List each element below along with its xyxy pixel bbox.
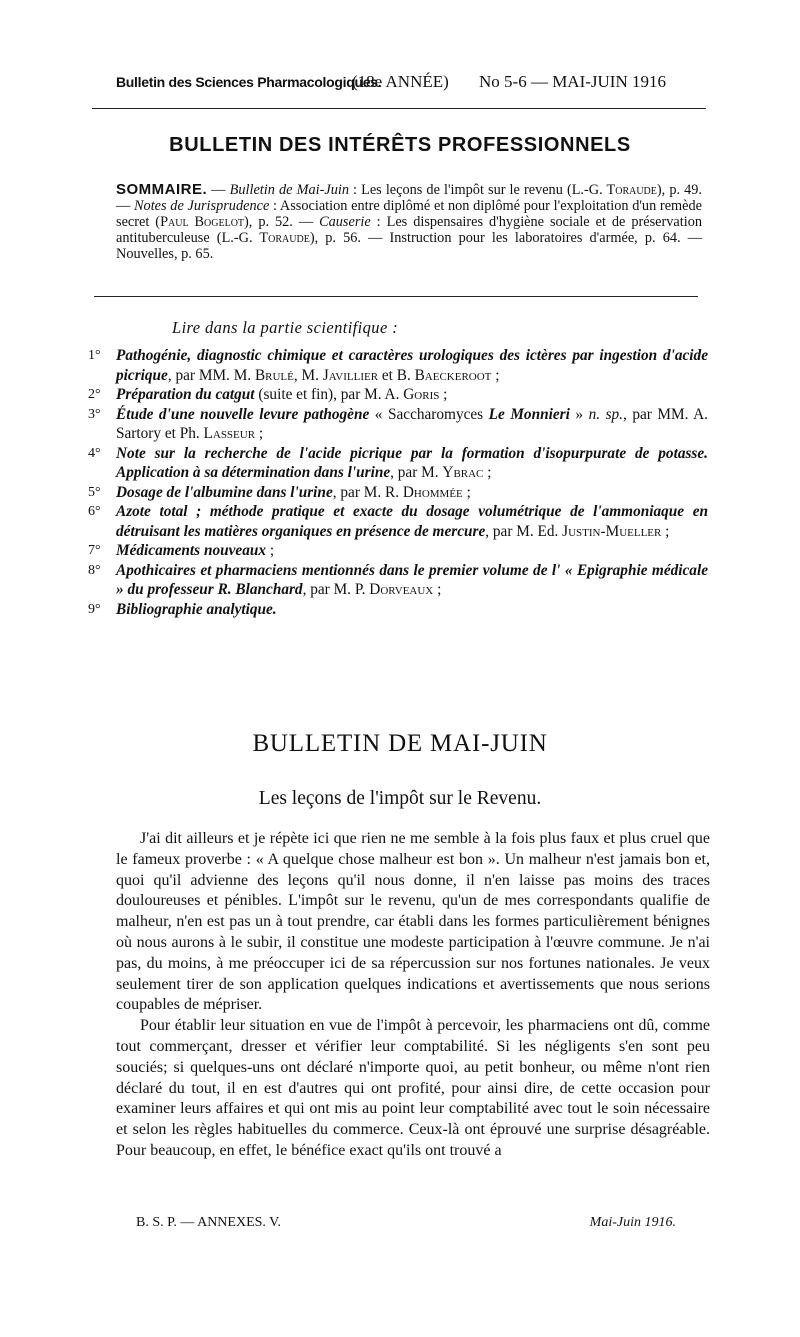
item-text: » xyxy=(569,405,589,423)
list-item xyxy=(88,444,708,483)
item-text: , par MM. M. xyxy=(167,366,255,384)
year-label: (18e ANNÉE) xyxy=(352,72,449,91)
item-text: , par M. xyxy=(390,464,443,481)
item-author: Javillier xyxy=(322,366,379,384)
item-text: ; xyxy=(255,425,264,442)
sommaire-text: : Les dispensaires d'hygiène sociale et de préservation antituberculeuse ( xyxy=(116,214,702,246)
item-author: Ybrac xyxy=(442,464,484,481)
list-item xyxy=(88,600,708,620)
item-text: , M. xyxy=(293,366,323,384)
list-item xyxy=(88,502,708,541)
paragraph: J'ai dit ailleurs et je répète ici que rien ne me semble à la fois plus faux et plus cruel que le fameux proverbe : « A quelque chose malheur est bon ». Un malheur n'est jamais bon et, quoi qu'il advienne des leçons qu'il nous donne, il n'en laisse pas moins des traces douloureuses et pénibles. L'impôt sur le revenu, qu'un de mes correspondants qualifie de malheur, n'en est pas un à tout prendre, car établi dans les formes particulièrement bénignes où nous aurons à le subir, il constitue une modeste participation à l'œuvre commune. Je n'ai pas, du moins, à me préoccuper ici de sa répercussion sur nos fortunes nationales. Je veux seulement tirer de son application quelques indications et avertissements que nous serions coupables de mépriser. xyxy=(116,830,710,1014)
item-author: Brulé xyxy=(254,366,294,384)
scientific-heading: Lire dans la partie scientifique : xyxy=(172,318,399,337)
list-item xyxy=(88,346,708,385)
bulletin-title: BULLETIN DES INTÉRÊTS PROFESSIONNELS xyxy=(169,134,631,156)
item-text: , par MM. A. Sartory et Ph. xyxy=(116,405,709,442)
item-title: Azote total ; méthode pratique et exacte du dosage volumétrique de l'ammoniaque en détruisant les matières organiques en présence de mercure xyxy=(116,503,708,540)
item-title: Pathogénie, diagnostic chimique et caractères urologiques des ictères par ingestion d'acide picrique xyxy=(116,347,708,384)
item-text: ; xyxy=(491,366,500,384)
item-author: Baeckeroot xyxy=(414,366,492,384)
item-number: 6° xyxy=(88,504,101,519)
item-title: Bibliographie analytique. xyxy=(116,600,277,618)
item-author: Dhommée xyxy=(402,483,463,501)
list-item xyxy=(88,405,708,444)
article-title: Les leçons de l'impôt sur le Revenu. xyxy=(258,788,542,809)
item-title: Note sur la recherche de l'acide picrique par la formation d'isopurpurate de potasse. Application à sa détermination dans l'urine xyxy=(116,444,708,481)
sommaire-author: Paul Bogelot xyxy=(160,214,245,230)
section-title: BULLETIN DE MAI-JUIN xyxy=(252,730,548,757)
sommaire-entry-title: Bulletin de Mai-Juin xyxy=(229,182,349,198)
item-title: Dosage de l'albumine dans l'urine xyxy=(116,483,333,501)
sommaire-text: ), p. 49. — xyxy=(116,182,702,214)
header-rule xyxy=(92,108,706,109)
list-item xyxy=(88,561,708,600)
sommaire-text: — xyxy=(207,182,230,198)
item-text: , par M. Ed. xyxy=(485,522,563,540)
item-text: et B. xyxy=(378,366,415,384)
sommaire-entry-title: Notes de Jurisprudence xyxy=(134,198,270,214)
item-title: Médicaments nouveaux xyxy=(116,542,266,559)
sommaire-author: L.-G. Toraude xyxy=(571,182,657,198)
item-author: Dorveaux xyxy=(369,581,434,598)
item-text: ; xyxy=(462,483,471,501)
item-text: ; xyxy=(661,522,670,540)
sommaire-block xyxy=(116,182,702,262)
item-author: Goris xyxy=(403,386,440,403)
item-text: (suite et fin), par M. A. xyxy=(254,386,404,403)
sommaire-rule xyxy=(94,296,698,297)
article-body xyxy=(116,829,710,1162)
sommaire-author: L.-G. Toraude xyxy=(221,230,310,246)
item-number: 9° xyxy=(88,601,101,617)
item-number: 2° xyxy=(88,387,101,402)
item-title: Étude d'une nouvelle levure pathogène xyxy=(116,405,370,423)
item-text: « Saccharomyces xyxy=(369,405,489,423)
list-item xyxy=(88,385,708,405)
item-species: Le Monnieri xyxy=(488,405,570,423)
sommaire-text: ), p. 52. — xyxy=(244,214,320,230)
item-text: ; xyxy=(266,542,275,559)
running-header xyxy=(116,72,686,96)
scientific-list xyxy=(88,346,708,619)
item-author: Lasseur xyxy=(203,425,256,442)
item-title: Apothicaires et pharmaciens mentionnés dans le premier volume de l' « Epigraphie médicale » du professeur R. Blanchard xyxy=(116,561,708,598)
item-number: 7° xyxy=(88,543,101,558)
issue-label: No 5-6 — MAI-JUIN 1916 xyxy=(479,72,666,91)
item-number: 8° xyxy=(88,562,101,578)
item-title: Préparation du catgut xyxy=(116,386,255,403)
item-text: , par M. P. xyxy=(302,581,370,598)
list-item xyxy=(88,541,708,561)
item-number: 4° xyxy=(88,445,101,461)
sommaire-entry-title: Causerie xyxy=(319,214,371,230)
paragraph: Pour établir leur situation en vue de l'impôt à percevoir, les pharmaciens ont dû, comme tout commerçant, dresser et vérifier leur comptabilité. Si les négligents s'en sont peu souciés; si quelques-uns ont déclaré n'importe quoi, au petit bonheur, ou même n'ont rien déclaré du tout, il en est d'autres qui ont profité, pour ainsi dire, de cette occasion pour examiner leurs affaires et qui ont mis au point leur comptabilité avec tout le soin nécessaire et selon les règles habituelles du commerce. Ceux-là ont éprouvé une surprise désagréable. Pour beaucoup, en effet, le bénéfice exact qu'ils ont trouvé a xyxy=(116,1017,710,1159)
sommaire-text: ), p. 56. — Instruction pour les laboratoires d'armée, p. 64. — Nouvelles, p. 65. xyxy=(116,230,702,262)
list-item xyxy=(88,483,708,503)
sommaire-label: SOMMAIRE. xyxy=(116,181,208,198)
item-text: ; xyxy=(483,464,492,481)
item-number: 3° xyxy=(88,406,101,422)
footer-right: Mai-Juin 1916. xyxy=(589,1215,676,1230)
item-text: ; xyxy=(433,581,442,598)
sommaire-text: : Les leçons de l'impôt sur le revenu ( xyxy=(348,182,572,198)
journal-name: Bulletin des Sciences Pharmacologiques. xyxy=(116,74,382,90)
item-number: 1° xyxy=(88,348,101,363)
item-author: Justin-Mueller xyxy=(562,522,662,540)
footer-left: B. S. P. — ANNEXES. V. xyxy=(136,1215,281,1230)
item-number: 5° xyxy=(88,484,101,500)
item-text: ; xyxy=(439,386,448,403)
sommaire-text: : Association entre diplômé et non diplômé pour l'exploitation d'un remède secret ( xyxy=(116,198,702,230)
item-text: , par M. R. xyxy=(332,483,403,501)
item-text: n. sp. xyxy=(588,405,623,423)
